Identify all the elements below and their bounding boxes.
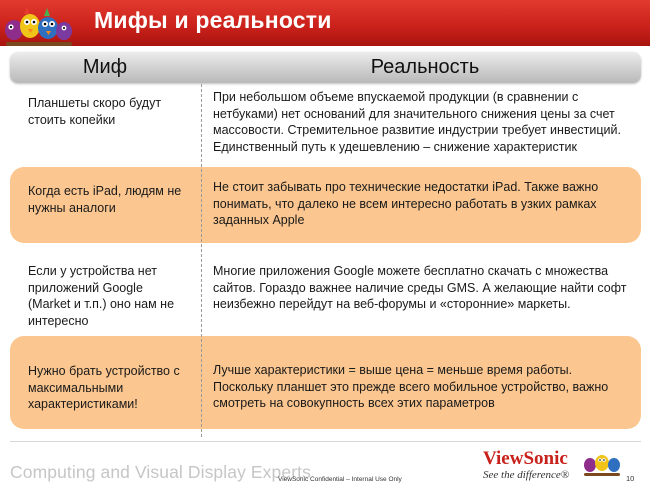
viewsonic-slogan: See the difference® xyxy=(483,469,570,481)
header-myth: Миф xyxy=(82,56,128,78)
reality-cell: При небольшом объеме впускаемой продукции (в сравнении с нетбуками) нет оснований для значительного снижения цены за счет массовости. Стремительное развитие индустрии требует инвестиций. Единственный путь к удешевлению – снижение характеристик xyxy=(213,90,621,154)
reality-cell: Лучше характеристики = выше цена = меньше время работы. Поскольку планшет это прежде всего мобильное устройство, важно смотреть на совокупность всех этих параметров xyxy=(213,363,609,410)
myth-cell: Планшеты скоро будут стоить копейки xyxy=(28,96,162,127)
myth-cell: Когда есть iPad, людям не нужны аналоги xyxy=(28,184,182,215)
table-header xyxy=(10,52,641,83)
reality-cell: Не стоит забывать про технические недостатки iPad. Также важно понимать, что далеко не всем интересно работать в узких рамках заданных Apple xyxy=(213,180,599,227)
viewsonic-birds-logo xyxy=(2,0,80,52)
confidential-notice: ViewSonic Confidential – Internal Use Only xyxy=(278,476,402,483)
footer-divider xyxy=(10,441,641,442)
viewsonic-birds-small-logo xyxy=(582,447,622,479)
myth-cell: Нужно брать устройство с максимальными характеристиками! xyxy=(28,364,180,411)
myth-cell: Если у устройства нет приложений Google (Market и т.п.) оно нам не интересно xyxy=(28,264,175,328)
header-reality: Реальность xyxy=(370,56,480,78)
footer-tagline: Computing and Visual Display Experts xyxy=(10,462,311,482)
viewsonic-brand: ViewSonic xyxy=(483,448,568,469)
page-title: Мифы и реальности xyxy=(94,7,332,33)
reality-cell: Многие приложения Google можете бесплатно скачать с множества сайтов. Гораздо важнее наличие среды GMS. А желающие найти софт неизбежно перейдут на веб-форумы и «сторонние» маркеты. xyxy=(213,264,627,311)
page-number: 10 xyxy=(626,474,635,483)
column-divider xyxy=(201,84,202,437)
